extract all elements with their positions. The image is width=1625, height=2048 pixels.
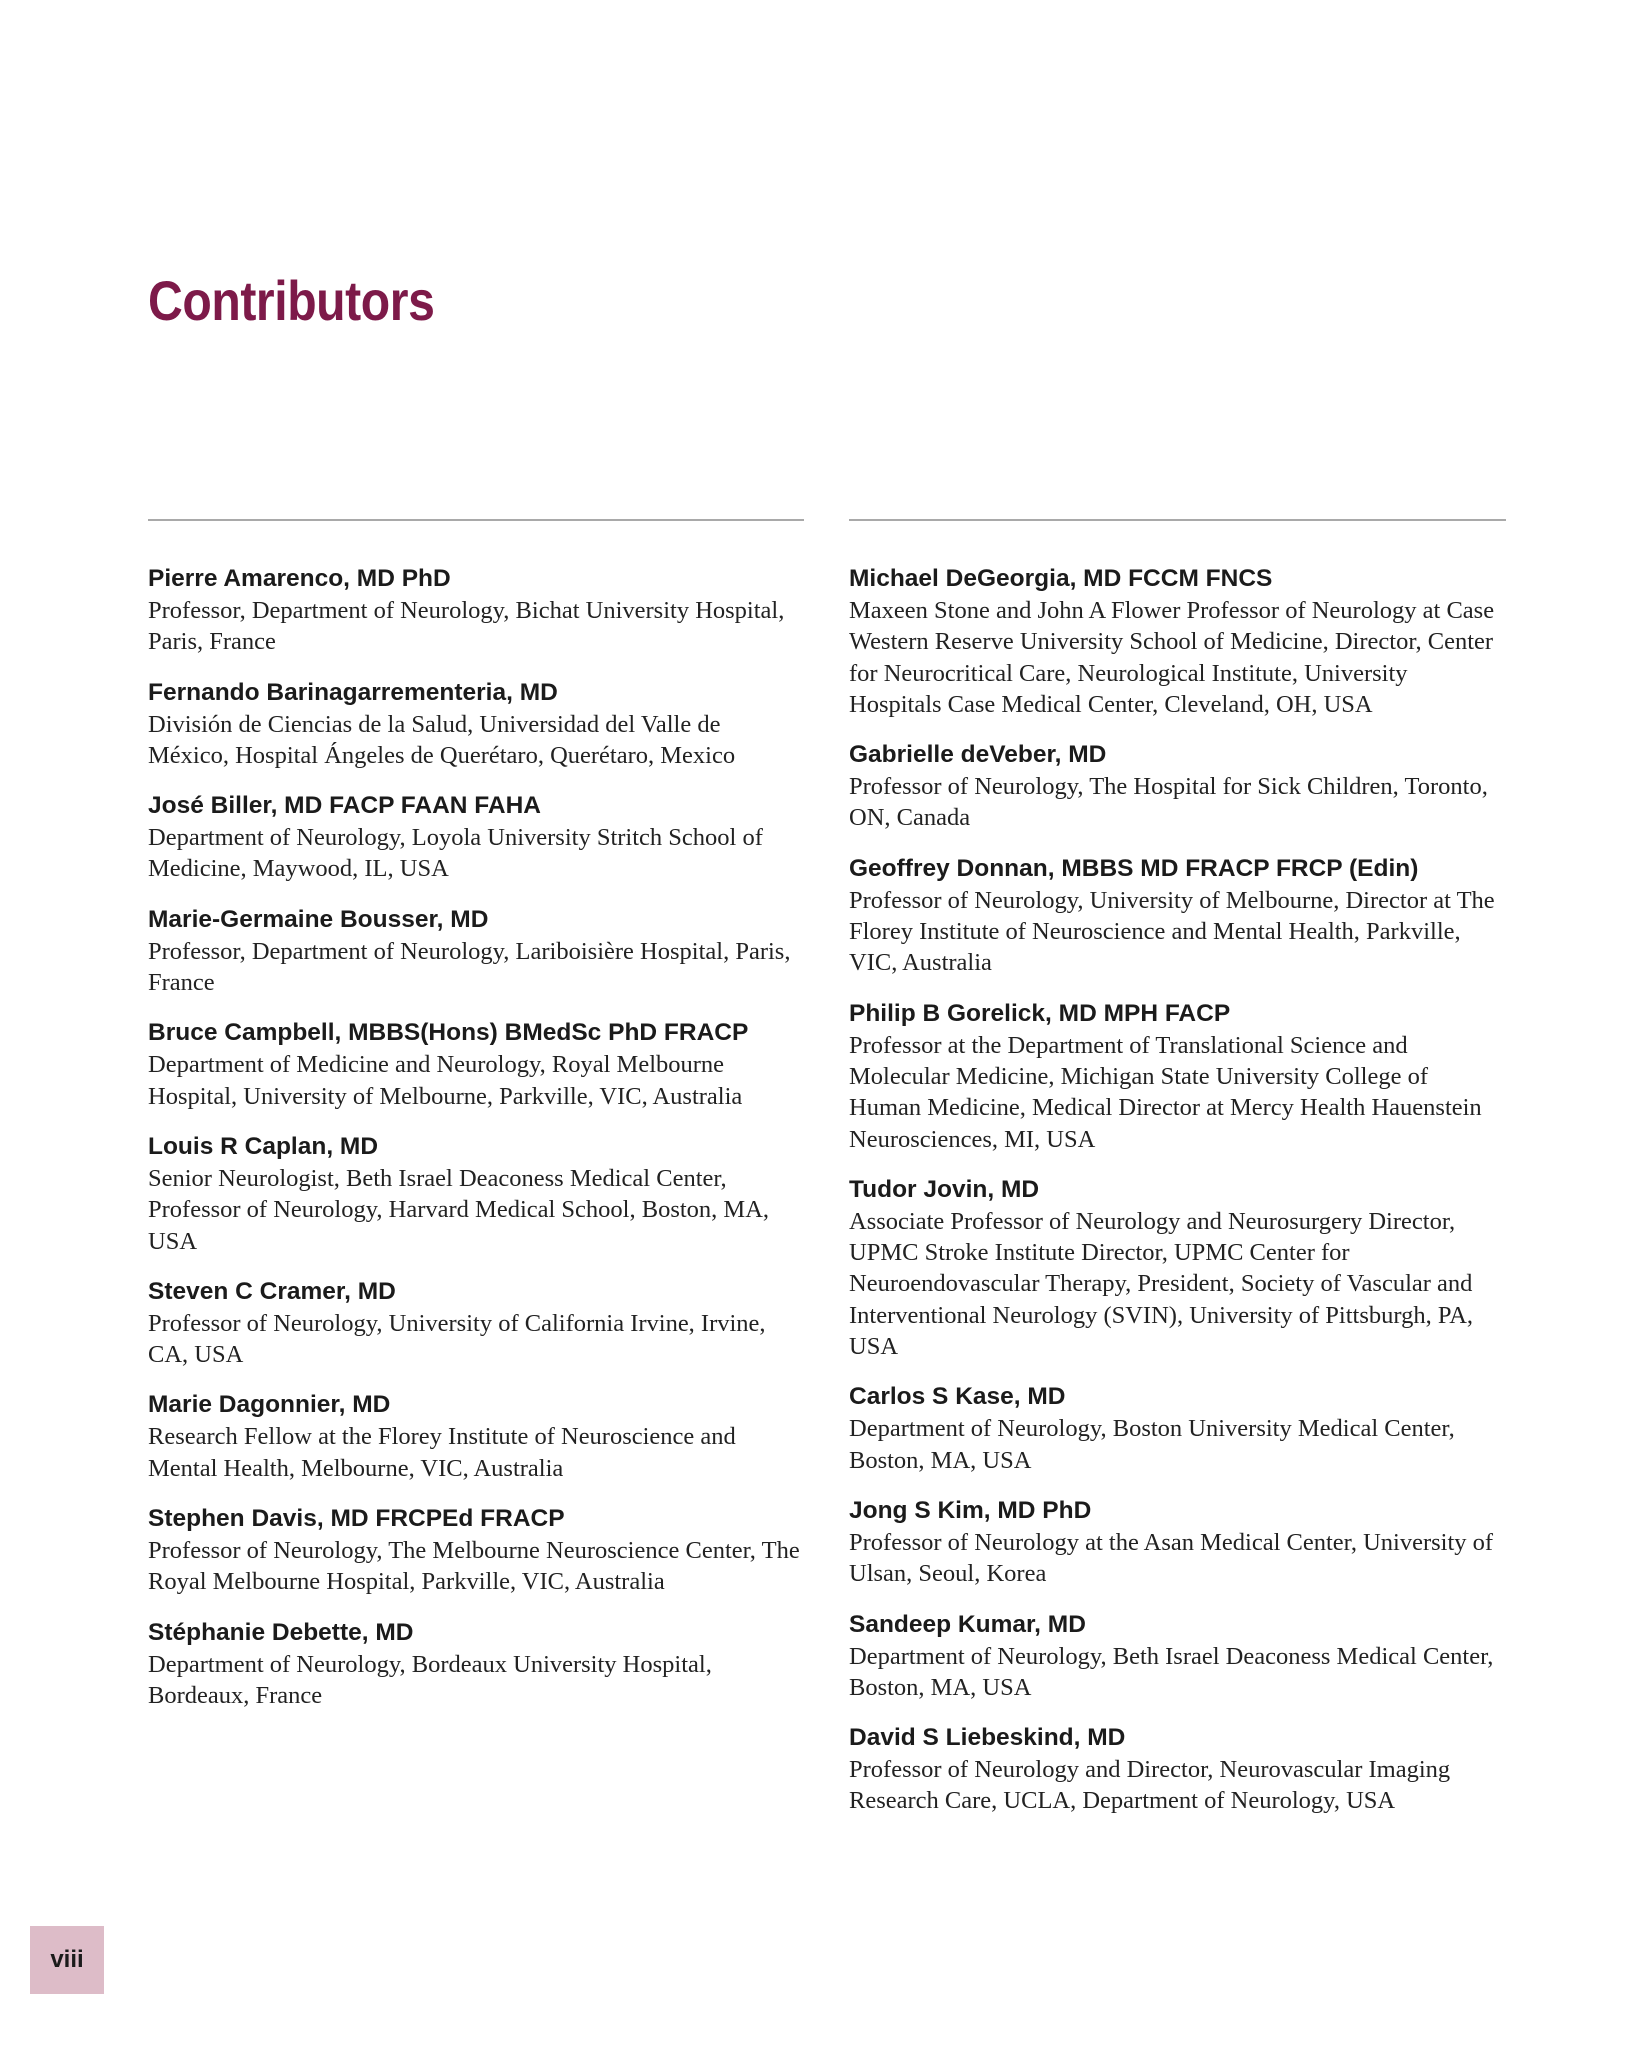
contributor-name: Marie Dagonnier, MD: [148, 1391, 391, 1419]
contributor-entry: [148, 1131, 804, 1257]
contributor-affiliation: Professor of Neurology, University of Melbourne, Director at The Florey Institute of Neuroscience and Mental Health, Parkville, VIC, Australia: [849, 886, 1495, 977]
contributor-name: Carlos S Kase, MD: [849, 1383, 1066, 1411]
contributor-entry: [148, 563, 804, 658]
contributor-entry: [148, 1017, 804, 1112]
contributor-name: José Biller, MD FACP FAAN FAHA: [148, 792, 541, 820]
contributor-affiliation: Professor, Department of Neurology, Bichat University Hospital, Paris, France: [148, 597, 785, 656]
page-title: Contributors: [148, 269, 435, 332]
contributors-left-column: [148, 519, 804, 1730]
contributor-name: Stephen Davis, MD FRCPEd FRACP: [148, 1505, 565, 1533]
contributor-name: Pierre Amarenco, MD PhD: [148, 565, 451, 592]
contributor-entry: [148, 1276, 804, 1371]
contributor-affiliation: Department of Neurology, Boston University Medical Center, Boston, MA, USA: [849, 1415, 1455, 1474]
contributor-name: Jong S Kim, MD PhD: [849, 1496, 1092, 1524]
contributor-name: Bruce Campbell, MBBS(Hons) BMedSc PhD FRACP: [148, 1019, 749, 1047]
contributor-name: Michael DeGeorgia, MD FCCM FNCS: [849, 565, 1273, 592]
contributor-affiliation: Maxeen Stone and John A Flower Professor of Neurology at Case Western Reserve University School of Medicine, Director, Center for Neurocritical Care, Neurological Institute, University Hospitals Case Medical Center, Cleveland, OH, USA: [849, 597, 1495, 718]
contributor-entry: [849, 853, 1506, 979]
contributor-affiliation: Professor, Department of Neurology, Lariboisière Hospital, Paris, France: [148, 937, 791, 997]
contributor-entry: [849, 1381, 1506, 1476]
contributor-entry: [148, 677, 804, 772]
contributor-affiliation: Professor at the Department of Translational Science and Molecular Medicine, Michigan State University College of Human Medicine, Medical Director at Mercy Health Hauenstein Neurosciences, MI, USA: [849, 1031, 1482, 1153]
contributor-name: David S Liebeskind, MD: [849, 1724, 1126, 1752]
contributor-affiliation: Professor of Neurology, University of California Irvine, Irvine, CA, USA: [148, 1309, 766, 1369]
contributor-affiliation: División de Ciencias de la Salud, Universidad del Valle de México, Hospital Ángeles de Querétaro, Querétaro, Mexico: [148, 710, 736, 769]
contributor-name: Tudor Jovin, MD: [849, 1175, 1040, 1203]
contributor-affiliation: Research Fellow at the Florey Institute of Neuroscience and Mental Health, Melbourne, VIC, Australia: [148, 1423, 736, 1482]
contributor-name: Marie-Germaine Bousser, MD: [148, 905, 489, 933]
contributor-name: Stéphanie Debette, MD: [148, 1618, 414, 1646]
contributor-name: Louis R Caplan, MD: [148, 1132, 379, 1160]
contributor-affiliation: Professor of Neurology and Director, Neurovascular Imaging Research Care, UCLA, Department of Neurology, USA: [849, 1756, 1451, 1815]
contributor-entry: [849, 998, 1506, 1155]
contributor-affiliation: Department of Neurology, Bordeaux University Hospital, Bordeaux, France: [148, 1650, 712, 1709]
contributors-right-column: [849, 519, 1506, 1836]
contributor-entry: [148, 1503, 804, 1598]
contributor-affiliation: Senior Neurologist, Beth Israel Deaconess Medical Center, Professor of Neurology, Harvard Medical School, Boston, MA, USA: [148, 1164, 770, 1255]
contributor-entry: [849, 1722, 1506, 1817]
contributor-affiliation: Department of Neurology, Loyola University Stritch School of Medicine, Maywood, IL, USA: [148, 824, 763, 883]
contributor-name: Fernando Barinagarrementeria, MD: [148, 678, 558, 706]
contributor-affiliation: Department of Medicine and Neurology, Royal Melbourne Hospital, University of Melbourne, Parkville, VIC, Australia: [148, 1051, 743, 1110]
contributor-entry: [849, 1174, 1506, 1362]
page-number: viii: [30, 1926, 104, 1994]
contributor-name: Gabrielle deVeber, MD: [849, 741, 1107, 769]
contributor-entry: [148, 790, 804, 885]
contributor-affiliation: Department of Neurology, Beth Israel Deaconess Medical Center, Boston, MA, USA: [849, 1642, 1494, 1701]
contributor-entry: [148, 904, 804, 999]
contributor-entry: [148, 1617, 804, 1712]
contributor-name: Steven C Cramer, MD: [148, 1277, 396, 1305]
contributor-entry: [849, 1495, 1506, 1590]
contributor-name: Philip B Gorelick, MD MPH FACP: [849, 999, 1231, 1027]
contributor-affiliation: Professor of Neurology at the Asan Medical Center, University of Ulsan, Seoul, Korea: [849, 1528, 1494, 1588]
contributor-affiliation: Professor of Neurology, The Hospital for Sick Children, Toronto, ON, Canada: [849, 773, 1488, 832]
contributor-affiliation: Associate Professor of Neurology and Neurosurgery Director, UPMC Stroke Institute Director, UPMC Center for Neuroendovascular Therapy, President, Society of Vascular and Interventional Neurology (SVIN), University of Pittsburgh, PA, USA: [849, 1207, 1474, 1361]
contributor-entry: [849, 563, 1506, 720]
contributor-affiliation: Professor of Neurology, The Melbourne Neuroscience Center, The Royal Melbourne Hospital, Parkville, VIC, Australia: [148, 1537, 800, 1596]
contributor-name: Sandeep Kumar, MD: [849, 1610, 1086, 1638]
contributor-entry: [849, 739, 1506, 834]
contributor-entry: [148, 1389, 804, 1484]
contributor-name: Geoffrey Donnan, MBBS MD FRACP FRCP (Edin): [849, 854, 1419, 882]
contributor-entry: [849, 1609, 1506, 1704]
